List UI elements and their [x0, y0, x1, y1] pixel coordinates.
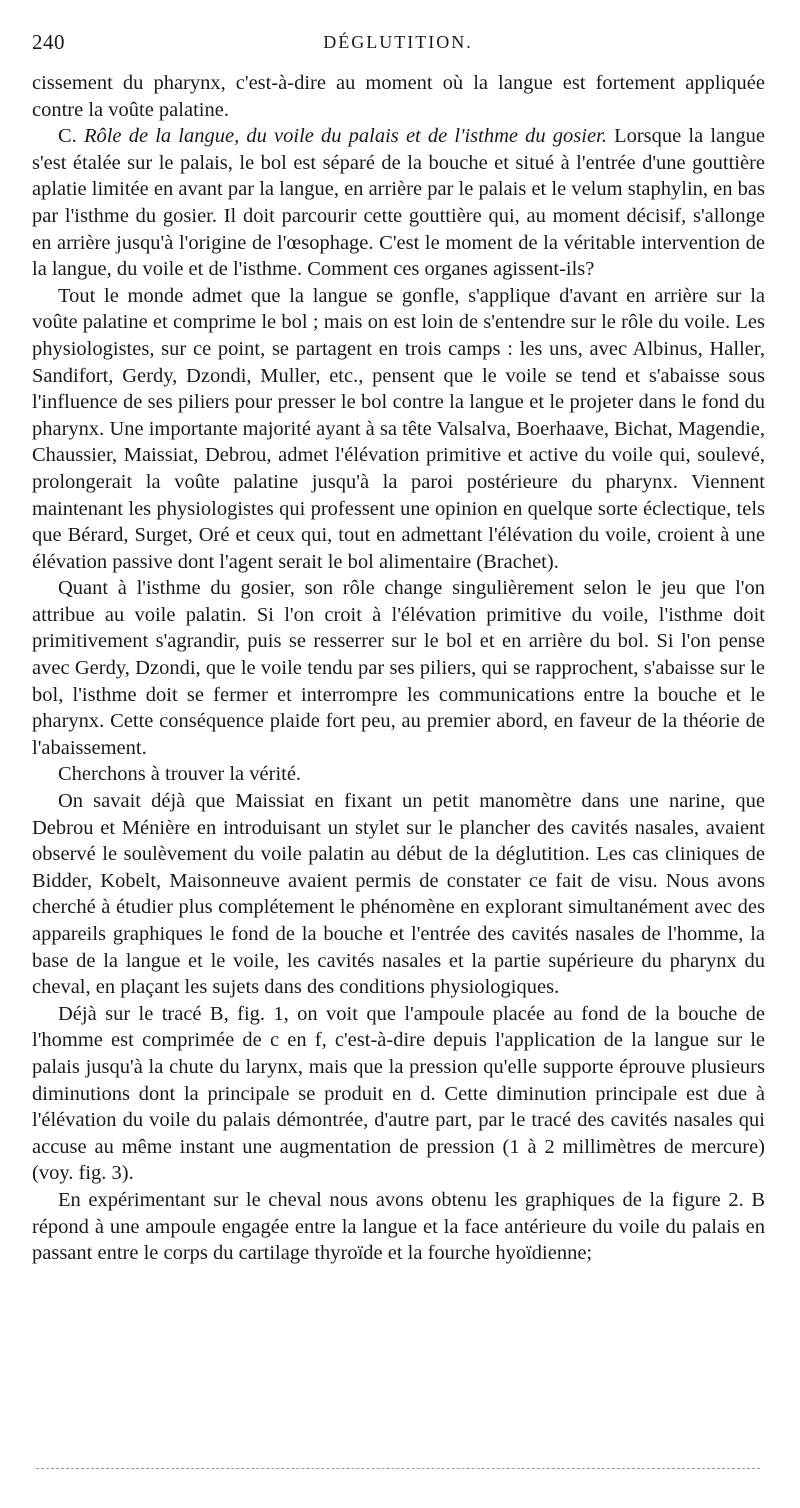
paragraph	[32, 575, 765, 761]
paragraph-continuation	[32, 70, 765, 123]
paragraph-text: Cherchons à trouver la vérité.	[58, 763, 302, 786]
page-header	[32, 30, 764, 64]
paragraph-text: Déjà sur le tracé B, fig. 1, on voit que l'ampoule placée au fond de la bouche de l'homme est comprimée de c en f, c'est-à-dire depuis l'application de la langue sur le palais jusqu'à la chute du larynx, mais que la pression qu'elle supporte éprouve plusieurs diminutions dont la principale se produit en d. Cette diminution principale est due à l'élévation du voile du palais démontrée, d'autre part, par le tracé des cavités nasales qui accuse au même instant une augmentation de pression (1 à 2 millimètres de mercure) (voy. fig. 3).	[32, 1002, 765, 1185]
paragraph	[32, 761, 765, 788]
paragraph-text: Tout le monde admet que la langue se gonfle, s'applique d'avant en arrière sur la voûte palatine et comprime le bol ; mais on est loin de s'entendre sur le rôle du voile. Les physiologistes, sur ce point, se partagent en trois camps : les uns, avec Albinus, Haller, Sandifort, Gerdy, Dzondi, Muller, etc., pensent que le voile se tend et s'abaisse sous l'influence de ses piliers pour presser le bol contre la langue et le projeter dans le fond du pharynx. Une importante majorité ayant à sa tête Valsalva, Boerhaave, Bichat, Magendie, Chaussier, Maissiat, Debrou, admet l'élévation primitive et active du voile qui, soulevé, prolongerait la voûte palatine jusqu'à la paroi postérieure du pharynx. Viennent maintenant les physiologistes qui professent une opinion en quelque sorte éclectique, tels que Bérard, Surget, Oré et ceux qui, tout en admettant l'élévation du voile, croient à une élévation passive dont l'agent serait le bol alimentaire (Brachet).	[32, 284, 765, 573]
paragraph-text: Lorsque la langue s'est étalée sur le palais, le bol est séparé de la bouche et situé à l'entrée d'une gouttière aplatie limitée en avant par la langue, en arrière par le palais et le velum staphylin, en bas par l'isthme du gosier. Il doit parcourir cette gouttière qui, au moment décisif, s'allonge en arrière jusqu'à l'origine de l'œsophage. C'est le moment de la véritable intervention de la langue, du voile et de l'isthme. Comment ces organes agissent-ils?	[32, 125, 765, 281]
paragraph-text: Quant à l'isthme du gosier, son rôle change singulièrement selon le jeu que l'on attribue au voile palatin. Si l'on croit à l'élévation primitive du voile, l'isthme doit primitivement s'agrandir, puis se resserrer sur le bol et en arrière du bol. Si l'on pense avec Gerdy, Dzondi, que le voile tendu par ses piliers, qui se rapprochent, s'abaisse sur le bol, l'isthme doit se fermer et interrompre les communications entre la bouche et le pharynx. Cette conséquence plaide fort peu, au premier abord, en faveur de la théorie de l'abaissement.	[32, 577, 765, 759]
paragraph-text: cissement du pharynx, c'est-à-dire au moment où la langue est fortement appliquée contre la voûte palatine.	[32, 72, 765, 121]
section-label: C.	[58, 125, 77, 148]
paragraph	[32, 1187, 765, 1267]
section-heading: Rôle de la langue, du voile du palais et de l'isthme du gosier.	[83, 125, 607, 148]
footer-dashed-rule	[36, 1468, 760, 1469]
page-number: 240	[32, 30, 65, 54]
paragraph	[32, 283, 765, 576]
paragraph	[32, 1001, 765, 1187]
paragraph	[32, 788, 765, 1001]
running-title: DÉGLUTITION.	[323, 32, 473, 52]
body-text	[32, 70, 765, 1267]
paragraph-text: On savait déjà que Maissiat en fixant un petit manomètre dans une narine, que Debrou et Ménière en introduisant un stylet sur le plancher des cavités nasales, avaient observé le soulèvement du voile palatin au début de la déglutition. Les cas cliniques de Bidder, Kobelt, Maisonneuve avaient permis de constater ce fait de visu. Nous avons cherché à étudier plus complétement le phénomène en explorant simultanément avec des appareils graphiques le fond de la bouche et l'entrée des cavités nasales de l'homme, la base de la langue et le voile, les cavités nasales et la partie supérieure du pharynx du cheval, en plaçant les sujets dans des conditions physiologiques.	[32, 790, 765, 999]
paragraph-section-c	[32, 123, 765, 283]
paragraph-text: En expérimentant sur le cheval nous avons obtenu les graphiques de la figure 2. B répond à une ampoule engagée entre la langue et la face antérieure du voile du palais en passant entre le corps du cartilage thyroïde et la fourche hyoïdienne;	[32, 1188, 765, 1265]
